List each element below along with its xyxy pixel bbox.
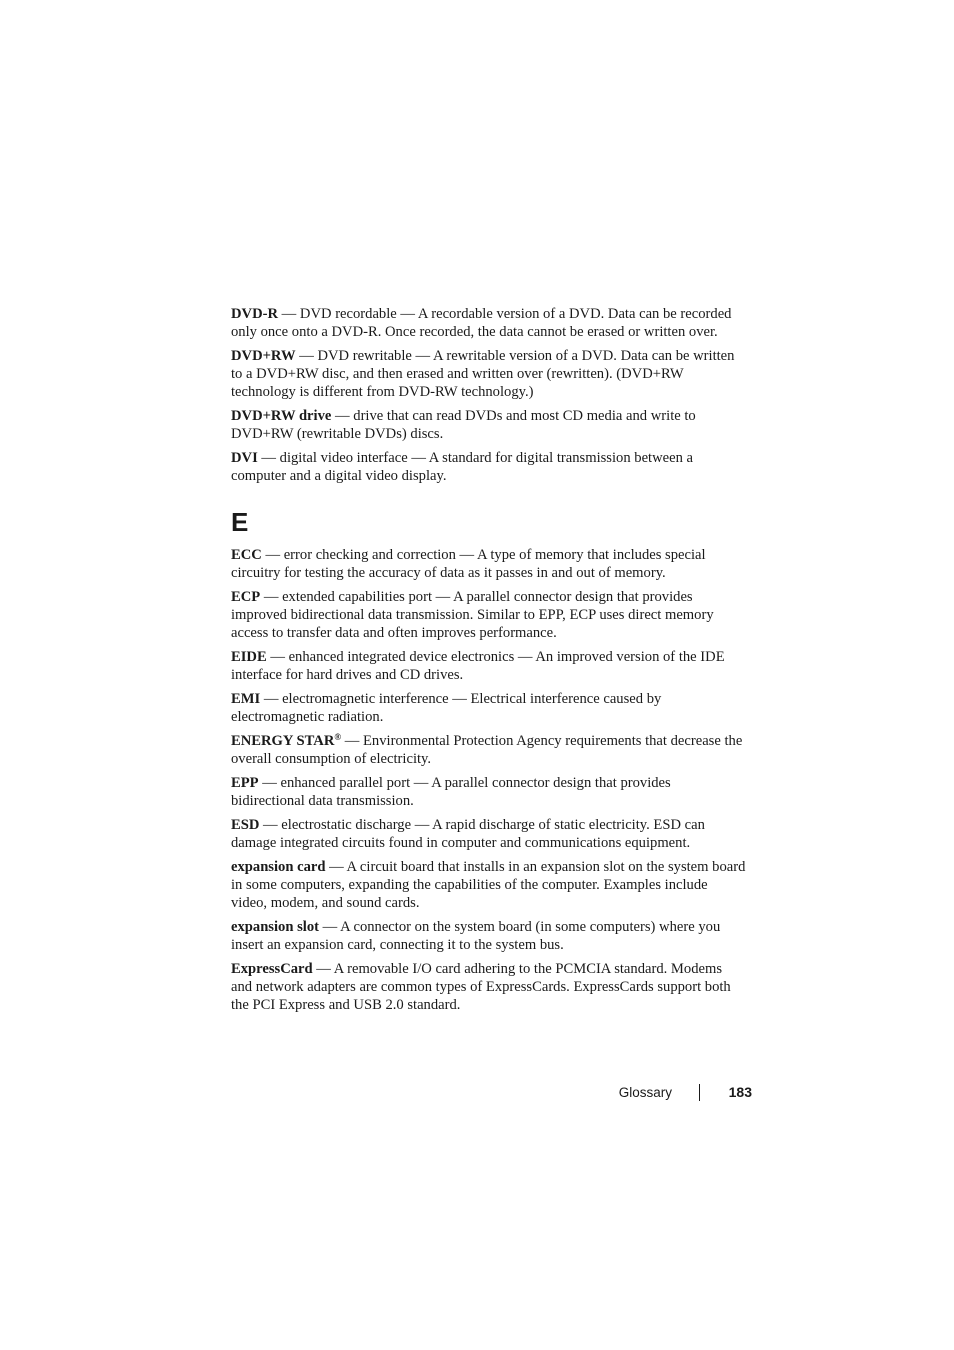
glossary-term: DVD+RW xyxy=(231,348,296,364)
glossary-entry-epp xyxy=(231,774,746,810)
glossary-entry-expansion-slot xyxy=(231,918,746,954)
glossary-definition: — enhanced parallel port — A parallel connector design that provides bidirectional data transmission. xyxy=(231,775,671,809)
glossary-definition: — drive that can read DVDs and most CD media and write to DVD+RW (rewritable DVDs) discs. xyxy=(231,408,696,442)
glossary-term: ECP xyxy=(231,589,261,605)
glossary-entry-energy-star xyxy=(231,732,746,768)
glossary-term-text: ENERGY STAR xyxy=(231,733,335,749)
glossary-definition: — digital video interface — A standard for digital transmission between a computer and a digital video display. xyxy=(231,450,694,484)
glossary-term: EPP xyxy=(231,775,259,791)
glossary-term: ExpressCard xyxy=(231,961,313,977)
glossary-term: ESD xyxy=(231,817,260,833)
glossary-entry-expresscard xyxy=(231,960,746,1014)
glossary-term: expansion card xyxy=(231,859,326,875)
glossary-definition: — enhanced integrated device electronics — An improved version of the IDE interface for hard drives and CD drives. xyxy=(231,649,725,683)
glossary-definition: — extended capabilities port — A parallel connector design that provides improved bidirectional data transmission. Similar to EPP, ECP uses direct memory access to transfer data and often improves performance. xyxy=(231,589,714,641)
glossary-definition: — electromagnetic interference — Electrical interference caused by electromagnetic radiation. xyxy=(231,691,662,725)
glossary-definition: — A connector on the system board (in some computers) where you insert an expansion card, connecting it to the system bus. xyxy=(231,919,721,953)
glossary-entry-dvd-rw xyxy=(231,347,746,401)
glossary-entry-dvi xyxy=(231,449,746,485)
glossary-entry-ecp xyxy=(231,588,746,642)
glossary-definition: — DVD recordable — A recordable version of a DVD. Data can be recorded only once onto a DVD-R. Once recorded, the data cannot be erased or written over. xyxy=(231,306,732,340)
glossary-definition: — A circuit board that installs in an expansion slot on the system board in some computers, expanding the capabilities of the computer. Examples include video, modem, and sound cards. xyxy=(231,859,746,911)
glossary-definition: — A removable I/O card adhering to the PCMCIA standard. Modems and network adapters are common types of ExpressCards. ExpressCards support both the PCI Express and USB 2.0 standard. xyxy=(231,961,731,1013)
glossary-definition: — electrostatic discharge — A rapid discharge of static electricity. ESD can damage integrated circuits found in computer and communications equipment. xyxy=(231,817,705,851)
glossary-definition: — DVD rewritable — A rewritable version of a DVD. Data can be written to a DVD+RW disc, and then erased and written over (rewritten). (DVD+RW technology is different from DVD-RW technology.) xyxy=(231,348,735,400)
registered-mark: ® xyxy=(334,732,342,742)
glossary-term: EMI xyxy=(231,691,261,707)
glossary-term xyxy=(231,733,341,749)
glossary-entry-ecc xyxy=(231,546,746,582)
glossary-definition: — error checking and correction — A type of memory that includes special circuitry for testing the accuracy of data as it passes in and out of memory. xyxy=(231,547,706,581)
footer-section-title: Glossary xyxy=(618,1085,672,1100)
page-footer xyxy=(0,1083,954,1103)
glossary-term: expansion slot xyxy=(231,919,319,935)
glossary-term: ECC xyxy=(231,547,262,563)
glossary-term: DVD+RW drive xyxy=(231,408,332,424)
glossary-entry-dvd-rw-drive xyxy=(231,407,746,443)
glossary-term: DVD-R xyxy=(231,306,279,322)
footer-divider xyxy=(699,1084,700,1101)
page-number: 183 xyxy=(728,1084,752,1100)
glossary-content xyxy=(231,305,746,1020)
glossary-term: DVI xyxy=(231,450,258,466)
glossary-term: EIDE xyxy=(231,649,267,665)
glossary-definition: — Environmental Protection Agency requirements that decrease the overall consumption of electricity. xyxy=(231,733,743,767)
glossary-entry-esd xyxy=(231,816,746,852)
glossary-entry-dvd-r xyxy=(231,305,746,341)
glossary-entry-eide xyxy=(231,648,746,684)
glossary-entry-expansion-card xyxy=(231,858,746,912)
section-heading-e: E xyxy=(231,507,249,537)
glossary-entry-emi xyxy=(231,690,746,726)
